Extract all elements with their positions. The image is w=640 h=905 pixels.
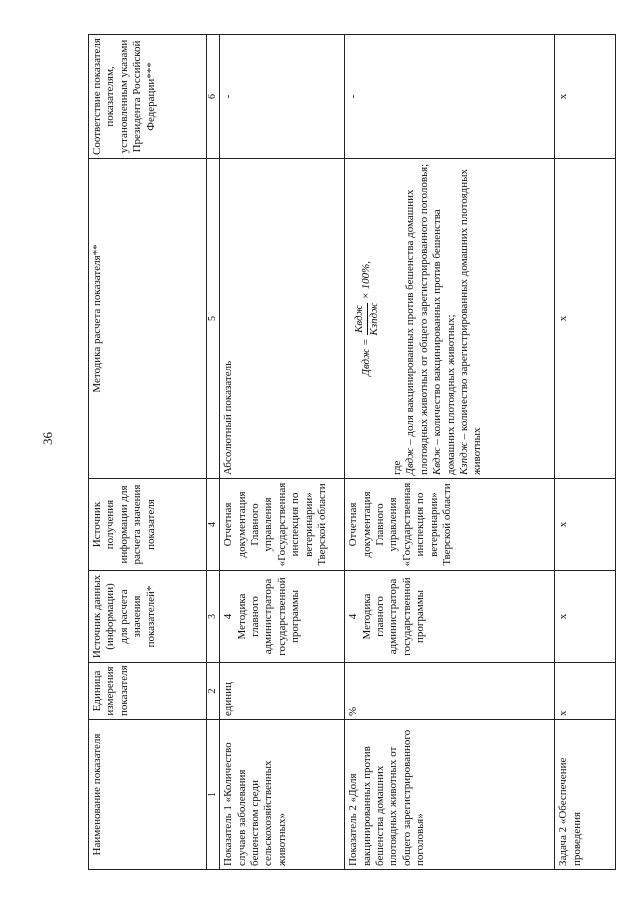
header-unit: Единица измерения показателя bbox=[89, 663, 207, 720]
rotated-table-container bbox=[88, 35, 616, 870]
col-num-6: 6 bbox=[207, 35, 220, 159]
row3-source: x bbox=[555, 571, 616, 663]
header-decree-match: Соответствие показателя показателям, установленным указами Президента Российской Федерации*** bbox=[89, 35, 207, 159]
column-number-row bbox=[207, 35, 220, 870]
col-num-3: 3 bbox=[207, 571, 220, 663]
row3-obtain: x bbox=[555, 479, 616, 571]
row1-source-num: 4 bbox=[222, 613, 235, 620]
def-2-text: – количество вакцинированных против бешенства домашних плотоядных животных; bbox=[431, 209, 457, 475]
page-number: 36 bbox=[40, 432, 55, 445]
row2-name: Показатель 2 «Доля вакцинированных против бешенства домашних плотоядных животных от общего зарегистрированного поголовья» bbox=[345, 720, 555, 870]
row3-match: x bbox=[555, 35, 616, 159]
col-num-2: 2 bbox=[207, 663, 220, 720]
table-row bbox=[220, 35, 345, 870]
header-data-source: Источник данных (информации) для расчета значения показателей* bbox=[89, 571, 207, 663]
table-row bbox=[345, 35, 555, 870]
row1-source-cell bbox=[220, 571, 345, 663]
col-num-5: 5 bbox=[207, 159, 220, 479]
row1-source: Методика главного администратора государственной программы bbox=[235, 577, 302, 656]
formula-denominator: Кзпдж bbox=[367, 302, 380, 336]
header-name: Наименование показателя bbox=[89, 720, 207, 870]
def-1-symbol: Двдж bbox=[404, 447, 417, 475]
col-num-1: 1 bbox=[207, 720, 220, 870]
row2-method bbox=[345, 159, 555, 479]
def-2-symbol: Квдж bbox=[431, 447, 444, 475]
formula-fraction bbox=[353, 303, 381, 336]
formula-def-1 bbox=[404, 162, 431, 475]
row2-unit: % bbox=[345, 663, 555, 720]
row1-unit: единиц bbox=[220, 663, 345, 720]
row2-obtain: Отчетная документация Главного управления «Государственная инспекция по ветеринарии» Тверской области bbox=[345, 479, 555, 571]
formula-def-2 bbox=[431, 162, 458, 475]
indicators-table bbox=[88, 34, 616, 870]
def-1-text: – доля вакцинированных против бешенства домашних плотоядных животных от общего зарегистрированного поголовья; bbox=[404, 163, 430, 475]
table-row bbox=[555, 35, 616, 870]
row1-name: Показатель 1 «Количество случаев заболевания бешенством среди сельскохозяйственных животных» bbox=[220, 720, 345, 870]
formula-numerator: Квдж bbox=[353, 303, 367, 335]
header-method: Методика расчета показателя** bbox=[89, 159, 207, 479]
formula-rhs: × 100%, bbox=[360, 260, 373, 300]
row3-unit: x bbox=[555, 663, 616, 720]
header-info-source: Источник получения информации для расчета значения показателя bbox=[89, 479, 207, 571]
row1-match: - bbox=[220, 35, 345, 159]
formula-def-3 bbox=[458, 162, 485, 475]
header-row bbox=[89, 35, 207, 870]
row1-obtain: Отчетная документация Главного управления «Государственная инспекция по ветеринарии» Тверской области bbox=[220, 479, 345, 571]
row2-source-cell bbox=[345, 571, 555, 663]
def-3-text: – количество зарегистрированных домашних плотоядных животных bbox=[458, 169, 484, 475]
def-3-symbol: Кзпдж bbox=[458, 442, 471, 475]
formula-lhs: Двдж = bbox=[360, 338, 373, 377]
row2-source-num: 4 bbox=[347, 613, 360, 620]
row3-method: x bbox=[555, 159, 616, 479]
row2-match: - bbox=[345, 35, 555, 159]
formula bbox=[353, 162, 381, 475]
row2-source: Методика главного администратора государственной программы bbox=[360, 577, 427, 656]
row1-method: Абсолютный показатель bbox=[220, 159, 345, 479]
formula-where: где bbox=[391, 460, 403, 475]
row3-name: Задача 2 «Обеспечение проведения bbox=[555, 720, 616, 870]
col-num-4: 4 bbox=[207, 479, 220, 571]
